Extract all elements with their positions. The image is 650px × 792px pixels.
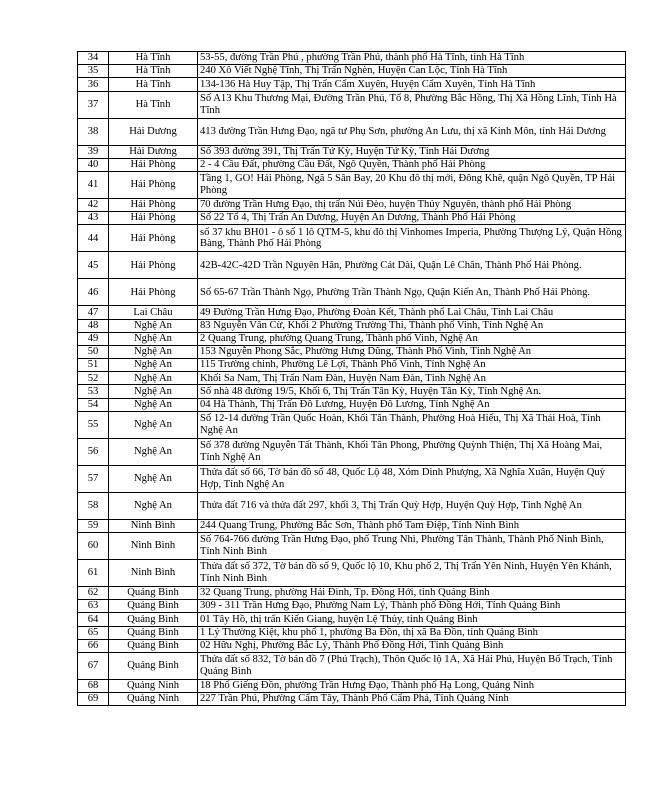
address-cell: 18 Phố Giếng Đồn, phường Trần Hưng Đạo, Thành phố Hạ Long, Quảng Ninh bbox=[198, 679, 626, 692]
address-cell: Số 65-67 Trần Thành Ngọ, Phường Trần Thành Ngọ, Quận Kiến An, Thành Phố Hải Phòng. bbox=[198, 279, 626, 306]
province-cell: Nghệ An bbox=[109, 359, 198, 372]
row-number: 36 bbox=[78, 78, 109, 91]
province-cell: Quảng Bình bbox=[109, 587, 198, 600]
address-cell: 1 Lý Thường Kiệt, khu phố 1, phường Ba Đồn, thị xã Ba Đồn, tỉnh Quảng Bình bbox=[198, 626, 626, 639]
address-cell: Thửa đất 716 và thửa đất 297, khối 3, Thị Trấn Quỳ Hợp, Huyện Quỳ Hợp, Tỉnh Nghệ An bbox=[198, 492, 626, 519]
province-cell: Quảng Bình bbox=[109, 652, 198, 679]
table-row bbox=[78, 560, 626, 587]
row-number: 68 bbox=[78, 679, 109, 692]
table-row bbox=[78, 626, 626, 639]
province-cell: Hải Phòng bbox=[109, 252, 198, 279]
province-cell: Nghệ An bbox=[109, 438, 198, 465]
table-row bbox=[78, 693, 626, 706]
province-cell: Hà Tĩnh bbox=[109, 52, 198, 65]
address-cell: Thửa đất số 66, Tờ bản đồ số 48, Quốc Lộ 48, Xóm Dinh Phượng, Xã Nghĩa Xuân, Huyện Quỳ Hợp, Tỉnh Nghệ An bbox=[198, 465, 626, 492]
address-cell: 2 - 4 Cầu Đất, phường Cầu Đất, Ngô Quyền, Thành phố Hải Phòng bbox=[198, 158, 626, 171]
address-cell: Thửa đất số 372, Tờ bản đồ số 9, Quốc lộ 10, Khu phố 2, Thị Trấn Yên Ninh, Huyện Yên Khánh, Tỉnh Ninh Bình bbox=[198, 560, 626, 587]
address-cell: 70 đường Trần Hưng Đạo, thị trấn Núi Đèo, huyện Thủy Nguyên, thành phố Hải Phòng bbox=[198, 198, 626, 211]
province-cell: Quảng Ninh bbox=[109, 679, 198, 692]
row-number: 53 bbox=[78, 385, 109, 398]
province-cell: Hải Phòng bbox=[109, 279, 198, 306]
address-cell: 83 Nguyễn Văn Cừ, Khối 2 Phường Trường Thi, Thành phố Vinh, Tỉnh Nghệ An bbox=[198, 319, 626, 332]
address-cell: 01 Tây Hồ, thị trấn Kiến Giang, huyện Lệ Thủy, tỉnh Quảng Bình bbox=[198, 613, 626, 626]
address-cell: 134-136 Hà Huy Tập, Thị Trấn Cẩm Xuyên, Huyện Cẩm Xuyên, Tỉnh Hà Tĩnh bbox=[198, 78, 626, 91]
table-row bbox=[78, 158, 626, 171]
table-row bbox=[78, 533, 626, 560]
table-row bbox=[78, 306, 626, 319]
province-cell: Quảng Bình bbox=[109, 613, 198, 626]
table-row bbox=[78, 198, 626, 211]
address-cell: Khối Sa Nam, Thị Trấn Nam Đàn, Huyện Nam Đàn, Tỉnh Nghệ An bbox=[198, 372, 626, 385]
table-row bbox=[78, 519, 626, 532]
row-number: 41 bbox=[78, 171, 109, 198]
row-number: 35 bbox=[78, 65, 109, 78]
address-cell: 240 Xô Viết Nghệ Tĩnh, Thị Trấn Nghèn, Huyện Can Lộc, Tỉnh Hà Tĩnh bbox=[198, 65, 626, 78]
address-cell: 2 Quang Trung, phường Quang Trung, Thành phố Vinh, Nghệ An bbox=[198, 332, 626, 345]
province-cell: Quảng Bình bbox=[109, 600, 198, 613]
address-cell: Số 12-14 đường Trần Quốc Hoàn, Khối Tân Thành, Phường Hoà Hiếu, Thị Xã Thái Hoà, Tỉnh Nghệ An bbox=[198, 411, 626, 438]
province-cell: Quảng Ninh bbox=[109, 693, 198, 706]
address-cell: Số 22 Tổ 4, Thị Trấn An Dương, Huyện An Dương, Thành Phố Hải Phòng bbox=[198, 212, 626, 225]
address-cell: Số A13 Khu Thương Mại, Đường Trần Phú, Tổ 8, Phường Bắc Hồng, Thị Xã Hồng Lĩnh, Tỉnh Hà Tĩnh bbox=[198, 91, 626, 118]
province-cell: Ninh Bình bbox=[109, 519, 198, 532]
address-cell: Số 378 đường Nguyễn Tất Thành, Khối Tân Phong, Phường Quỳnh Thiện, Thị Xã Hoàng Mai, Tỉnh Nghệ An bbox=[198, 438, 626, 465]
row-number: 44 bbox=[78, 225, 109, 252]
address-cell: 309 - 311 Trần Hưng Đạo, Phường Nam Lý, Thành phố Đồng Hới, Tỉnh Quảng Bình bbox=[198, 600, 626, 613]
row-number: 62 bbox=[78, 587, 109, 600]
table-row bbox=[78, 679, 626, 692]
table-row bbox=[78, 600, 626, 613]
province-cell: Nghệ An bbox=[109, 398, 198, 411]
row-number: 49 bbox=[78, 332, 109, 345]
address-cell: Thửa đất số 832, Tờ bản đồ 7 (Phú Trạch), Thôn Quốc lộ 1A, Xã Hải Phú, Huyện Bố Trạch, Tỉnh Quảng Bình bbox=[198, 652, 626, 679]
table-row bbox=[78, 492, 626, 519]
row-number: 38 bbox=[78, 118, 109, 145]
table-row bbox=[78, 411, 626, 438]
table-row bbox=[78, 372, 626, 385]
table-row bbox=[78, 279, 626, 306]
address-cell: 413 đường Trần Hưng Đạo, ngã tư Phụ Sơn, phường An Lưu, thị xã Kinh Môn, tỉnh Hải Dương bbox=[198, 118, 626, 145]
row-number: 45 bbox=[78, 252, 109, 279]
row-number: 58 bbox=[78, 492, 109, 519]
row-number: 43 bbox=[78, 212, 109, 225]
table-row bbox=[78, 118, 626, 145]
table-row bbox=[78, 652, 626, 679]
table-row bbox=[78, 319, 626, 332]
address-cell: 227 Trần Phú, Phường Cẩm Tây, Thành Phố Cẩm Phả, Tỉnh Quảng Ninh bbox=[198, 693, 626, 706]
table-row bbox=[78, 212, 626, 225]
table-row bbox=[78, 65, 626, 78]
table-row bbox=[78, 639, 626, 652]
row-number: 64 bbox=[78, 613, 109, 626]
row-number: 40 bbox=[78, 158, 109, 171]
province-cell: Quảng Bình bbox=[109, 626, 198, 639]
row-number: 60 bbox=[78, 533, 109, 560]
province-cell: Hải Phòng bbox=[109, 171, 198, 198]
row-number: 69 bbox=[78, 693, 109, 706]
table-row bbox=[78, 91, 626, 118]
table-row bbox=[78, 171, 626, 198]
address-cell: 02 Hữu Nghị, Phường Bắc Lý, Thành Phố Đồng Hới, Tỉnh Quảng Bình bbox=[198, 639, 626, 652]
row-number: 66 bbox=[78, 639, 109, 652]
province-cell: Hải Phòng bbox=[109, 212, 198, 225]
table-row bbox=[78, 345, 626, 358]
address-cell: 153 Nguyễn Phong Sắc, Phường Hưng Dũng, Thành Phố Vinh, Tỉnh Nghệ An bbox=[198, 345, 626, 358]
table-row bbox=[78, 225, 626, 252]
table-body bbox=[78, 52, 626, 706]
province-cell: Quảng Bình bbox=[109, 639, 198, 652]
province-cell: Hải Phòng bbox=[109, 158, 198, 171]
row-number: 34 bbox=[78, 52, 109, 65]
province-cell: Nghệ An bbox=[109, 345, 198, 358]
address-cell: 32 Quang Trung, phường Hải Đình, Tp. Đồng Hới, tỉnh Quảng Bình bbox=[198, 587, 626, 600]
table-row bbox=[78, 613, 626, 626]
row-number: 39 bbox=[78, 145, 109, 158]
row-number: 57 bbox=[78, 465, 109, 492]
address-cell: Số nhà 48 đường 19/5, Khối 6, Thị Trấn Tân Kỳ, Huyện Tân Kỳ, Tỉnh Nghệ An. bbox=[198, 385, 626, 398]
province-cell: Hải Phòng bbox=[109, 198, 198, 211]
address-cell: 04 Hà Thành, Thị Trấn Đô Lương, Huyện Đô Lương, Tỉnh Nghệ An bbox=[198, 398, 626, 411]
table-row bbox=[78, 145, 626, 158]
table-row bbox=[78, 465, 626, 492]
province-cell: Nghệ An bbox=[109, 319, 198, 332]
row-number: 46 bbox=[78, 279, 109, 306]
province-cell: Hà Tĩnh bbox=[109, 65, 198, 78]
province-cell: Nghệ An bbox=[109, 372, 198, 385]
province-cell: Hải Dương bbox=[109, 118, 198, 145]
row-number: 59 bbox=[78, 519, 109, 532]
address-cell: Số 393 đường 391, Thị Trấn Tứ Kỳ, Huyện Tứ Kỳ, Tỉnh Hải Dương bbox=[198, 145, 626, 158]
province-cell: Ninh Bình bbox=[109, 560, 198, 587]
store-address-table bbox=[77, 51, 626, 706]
province-cell: Nghệ An bbox=[109, 465, 198, 492]
address-cell: số 37 khu BH01 - ô số 1 lô QTM-5, khu đô thị Vinhomes Imperia, Phường Thượng Lý, Quận Hồng Bàng, Thành Phố Hải Phòng bbox=[198, 225, 626, 252]
address-cell: 244 Quang Trung, Phường Bắc Sơn, Thành phố Tam Điệp, Tỉnh Ninh Bình bbox=[198, 519, 626, 532]
row-number: 67 bbox=[78, 652, 109, 679]
table-row bbox=[78, 78, 626, 91]
province-cell: Hải Dương bbox=[109, 145, 198, 158]
address-cell: 53-55, đường Trần Phú , phường Trần Phú, thành phố Hà Tĩnh, tỉnh Hà Tĩnh bbox=[198, 52, 626, 65]
province-cell: Lai Châu bbox=[109, 306, 198, 319]
province-cell: Nghệ An bbox=[109, 385, 198, 398]
province-cell: Hà Tĩnh bbox=[109, 91, 198, 118]
province-cell: Hà Tĩnh bbox=[109, 78, 198, 91]
table-row bbox=[78, 52, 626, 65]
table-row bbox=[78, 359, 626, 372]
table-row bbox=[78, 385, 626, 398]
row-number: 56 bbox=[78, 438, 109, 465]
row-number: 47 bbox=[78, 306, 109, 319]
table-row bbox=[78, 252, 626, 279]
table-row bbox=[78, 438, 626, 465]
table-row bbox=[78, 587, 626, 600]
address-cell: 49 Đường Trần Hưng Đạo, Phường Đoàn Kết, Thành phố Lai Châu, Tỉnh Lai Châu bbox=[198, 306, 626, 319]
address-cell: Số 764-766 đường Trần Hưng Đạo, phố Trung Nhì, Phường Tân Thành, Thành Phố Ninh Bình, Tỉnh Ninh Bình bbox=[198, 533, 626, 560]
province-cell: Hải Phòng bbox=[109, 225, 198, 252]
province-cell: Ninh Bình bbox=[109, 533, 198, 560]
table-row bbox=[78, 398, 626, 411]
row-number: 61 bbox=[78, 560, 109, 587]
row-number: 55 bbox=[78, 411, 109, 438]
province-cell: Nghệ An bbox=[109, 411, 198, 438]
address-cell: 42B-42C-42D Trần Nguyên Hãn, Phường Cát Dài, Quận Lê Chân, Thành Phố Hải Phòng. bbox=[198, 252, 626, 279]
row-number: 54 bbox=[78, 398, 109, 411]
row-number: 42 bbox=[78, 198, 109, 211]
row-number: 52 bbox=[78, 372, 109, 385]
row-number: 48 bbox=[78, 319, 109, 332]
row-number: 51 bbox=[78, 359, 109, 372]
row-number: 63 bbox=[78, 600, 109, 613]
row-number: 50 bbox=[78, 345, 109, 358]
province-cell: Nghệ An bbox=[109, 492, 198, 519]
row-number: 37 bbox=[78, 91, 109, 118]
province-cell: Nghệ An bbox=[109, 332, 198, 345]
row-number: 65 bbox=[78, 626, 109, 639]
table-row bbox=[78, 332, 626, 345]
address-cell: Tầng 1, GO! Hải Phòng, Ngã 5 Sân Bay, 20 Khu đô thị mới, Đông Khê, quận Ngô Quyền, TP Hải Phòng bbox=[198, 171, 626, 198]
address-cell: 115 Trường chinh, Phường Lê Lợi, Thành Phố Vinh, Tỉnh Nghệ An bbox=[198, 359, 626, 372]
